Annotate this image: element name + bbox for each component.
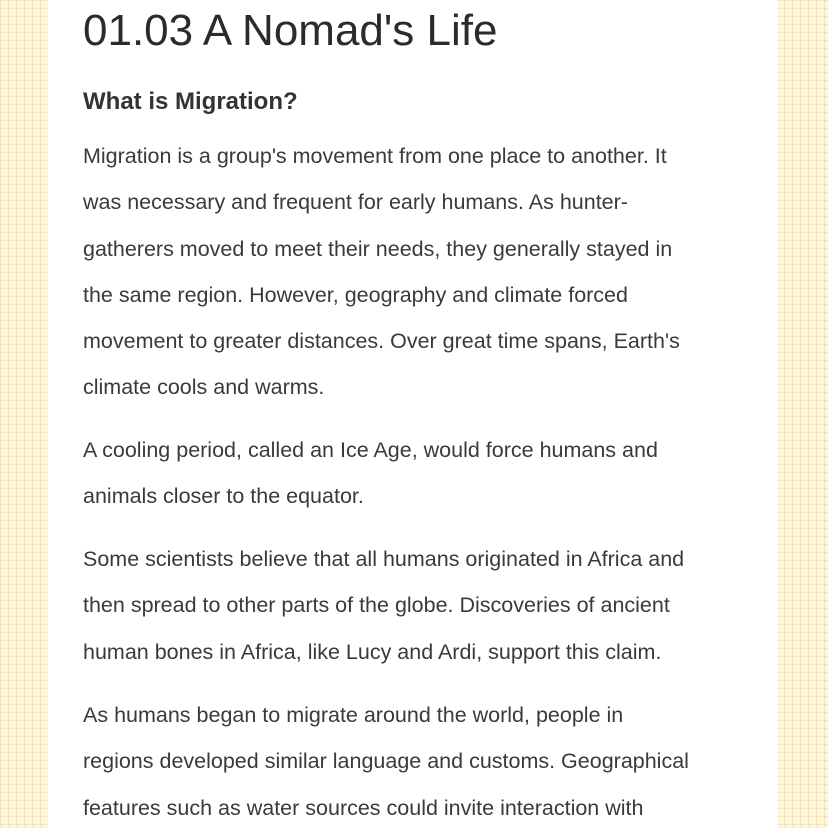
paragraph-line: human bones in Africa, like Lucy and Ardi, support this claim. <box>83 639 662 664</box>
paragraph-migration-definition <box>83 133 763 411</box>
paragraph-africa-origin <box>83 536 763 675</box>
lesson-content-card <box>48 0 778 828</box>
paragraph-line: A cooling period, called an Ice Age, would force humans and <box>83 438 658 462</box>
paragraph-line: movement to greater distances. Over great time spans, Earth's <box>83 329 680 354</box>
paragraph-line: features such as water sources could invite interaction with <box>83 795 644 820</box>
section-heading: What is Migration? <box>83 88 298 115</box>
paragraph-line: Migration is a group's movement from one place to another. It <box>83 144 667 168</box>
paragraph-ice-age <box>83 427 763 520</box>
paragraph-line: regions developed similar language and customs. Geographical <box>83 749 689 774</box>
paragraph-line: was necessary and frequent for early humans. As hunter- <box>83 190 628 215</box>
paragraph-line: the same region. However, geography and climate forced <box>83 282 628 307</box>
paragraph-line: Some scientists believe that all humans originated in Africa and <box>83 547 685 571</box>
paragraph-line: As humans began to migrate around the world, people in <box>83 703 624 727</box>
paragraph-language-customs <box>83 692 763 828</box>
page-title: 01.03 A Nomad's Life <box>83 6 498 55</box>
paragraph-line: animals closer to the equator. <box>83 484 364 509</box>
paragraph-line: climate cools and warms. <box>83 375 325 400</box>
paragraph-line: gatherers moved to meet their needs, they generally stayed in <box>83 236 673 261</box>
paragraph-line: then spread to other parts of the globe. Discoveries of ancient <box>83 593 670 618</box>
